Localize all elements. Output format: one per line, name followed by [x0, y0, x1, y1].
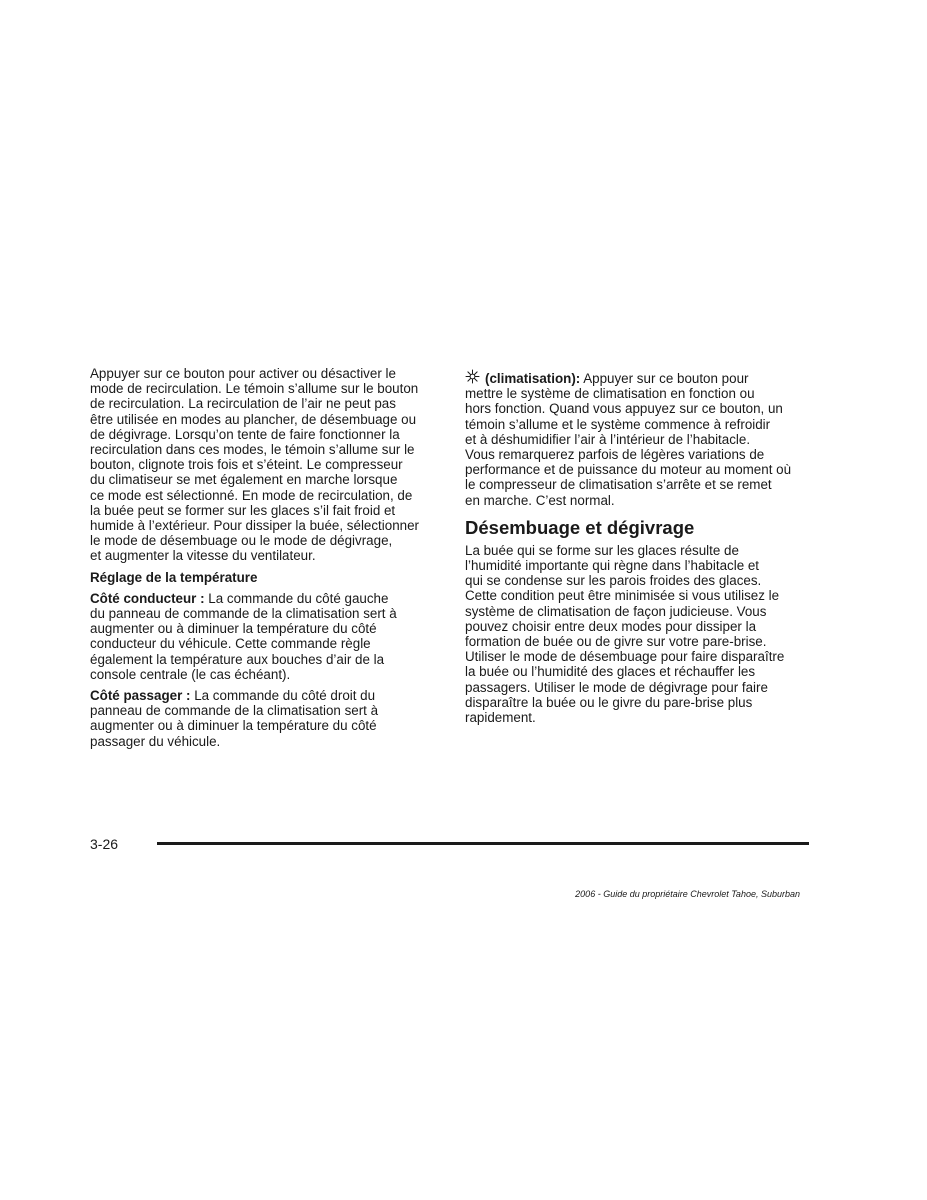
- text-line: mettre le système de climatisation en fonction ou: [465, 386, 755, 402]
- snowflake-icon: [465, 369, 480, 384]
- text-line: hors fonction. Quand vous appuyez sur ce bouton, un: [465, 401, 783, 417]
- page-number: 3-26: [90, 836, 119, 852]
- temperature-subheading: Réglage de la température: [90, 569, 258, 585]
- text-line: pouvez choisir entre deux modes pour dissiper la: [465, 618, 757, 634]
- text-line: passagers. Utiliser le mode de dégivrage pour faire: [465, 679, 768, 695]
- text-line: et augmenter la vitesse du ventilateur.: [90, 548, 316, 564]
- text-line: passager du véhicule.: [90, 733, 221, 749]
- defog-defrost-paragraph: [465, 543, 815, 725]
- text-line: le mode de désembuage ou le mode de dégivrage,: [90, 533, 393, 549]
- text-line: Appuyer sur ce bouton pour activer ou désactiver le: [90, 366, 396, 381]
- text-line: ce mode est sélectionné. En mode de recirculation, de: [90, 487, 413, 503]
- text-line: La buée qui se forme sur les glaces résulte de: [465, 542, 739, 558]
- text-line: augmenter ou à diminuer la température du côté: [90, 621, 377, 637]
- text-line: du panneau de commande de la climatisation sert à: [90, 606, 397, 622]
- text-line: [465, 369, 815, 386]
- passenger-side-label: Côté passager :: [90, 688, 191, 704]
- passenger-side-paragraph: [90, 688, 440, 749]
- text-line: disparaître la buée ou le givre du pare-brise plus: [465, 694, 753, 710]
- defog-defrost-heading: Désembuage et dégivrage: [465, 516, 695, 538]
- text-line: témoin s’allume et le système commence à refroidir: [465, 416, 771, 432]
- driver-side-label: Côté conducteur :: [90, 590, 205, 606]
- text-line: rapidement.: [465, 710, 536, 726]
- driver-side-paragraph: [90, 591, 440, 682]
- right-column: [465, 369, 815, 731]
- text-line: console centrale (le cas échéant).: [90, 666, 291, 682]
- text-line: qui se condense sur les parois froides des glaces.: [465, 573, 762, 589]
- text-line: et à déshumidifier l’air à l’intérieur de l’habitacle.: [465, 431, 751, 447]
- text-line: Vous remarquerez parfois de légères variations de: [465, 447, 765, 463]
- text-line: bouton, clignote trois fois et s’éteint. Le compresseur: [90, 457, 403, 473]
- text-line: [90, 591, 440, 606]
- text-line: Cette condition peut être minimisée si vous utilisez le: [465, 588, 780, 604]
- footer-rule: [157, 842, 809, 845]
- text-run: La commande du côté droit du: [190, 688, 376, 704]
- text-line: performance et de puissance du moteur au moment où: [465, 462, 792, 478]
- text-line: de dégivrage. Lorsqu’on tente de faire fonctionner la: [90, 426, 400, 442]
- ac-label: (climatisation):: [485, 371, 581, 386]
- text-line: du climatiseur se met également en marche lorsque: [90, 472, 398, 488]
- left-column: [90, 366, 440, 755]
- text-line: le compresseur de climatisation s’arrête et se remet: [465, 477, 772, 493]
- text-line: être utilisée en modes au plancher, de désembuage ou: [90, 411, 417, 427]
- air-conditioning-paragraph: [465, 369, 815, 508]
- text-line: conducteur du véhicule. Cette commande règle: [90, 636, 371, 652]
- text-line: l’humidité importante qui règne dans l’habitacle et: [465, 558, 760, 574]
- text-line: panneau de commande de la climatisation sert à: [90, 703, 379, 719]
- text-line: humide à l’extérieur. Pour dissiper la buée, sélectionner: [90, 518, 419, 534]
- footer-title: 2006 - Guide du propriétaire Chevrolet Tahoe, Suburban: [575, 889, 800, 899]
- text-run: Appuyer sur ce bouton pour: [580, 371, 749, 386]
- text-line: mode de recirculation. Le témoin s’allume sur le bouton: [90, 381, 419, 397]
- text-line: la buée peut se former sur les glaces s’il fait froid et: [90, 502, 396, 518]
- text-line: formation de buée ou de givre sur votre pare-brise.: [465, 634, 767, 650]
- text-line: recirculation dans ces modes, le témoin s’allume sur le: [90, 442, 415, 458]
- text-line: la buée ou l’humidité des glaces et réchauffer les: [465, 664, 756, 680]
- recirculation-paragraph: [90, 366, 440, 564]
- text-line: [90, 688, 440, 703]
- text-line: de recirculation. La recirculation de l’air ne peut pas: [90, 396, 396, 412]
- text-line: en marche. C’est normal.: [465, 492, 615, 508]
- text-run: La commande du côté gauche: [204, 590, 389, 606]
- text-line: système de climatisation de façon judicieuse. Vous: [465, 603, 767, 619]
- text-line: augmenter ou à diminuer la température du côté: [90, 718, 377, 734]
- text-line: également la température aux bouches d’air de la: [90, 651, 385, 667]
- text-line: Utiliser le mode de désembuage pour faire disparaître: [465, 649, 785, 665]
